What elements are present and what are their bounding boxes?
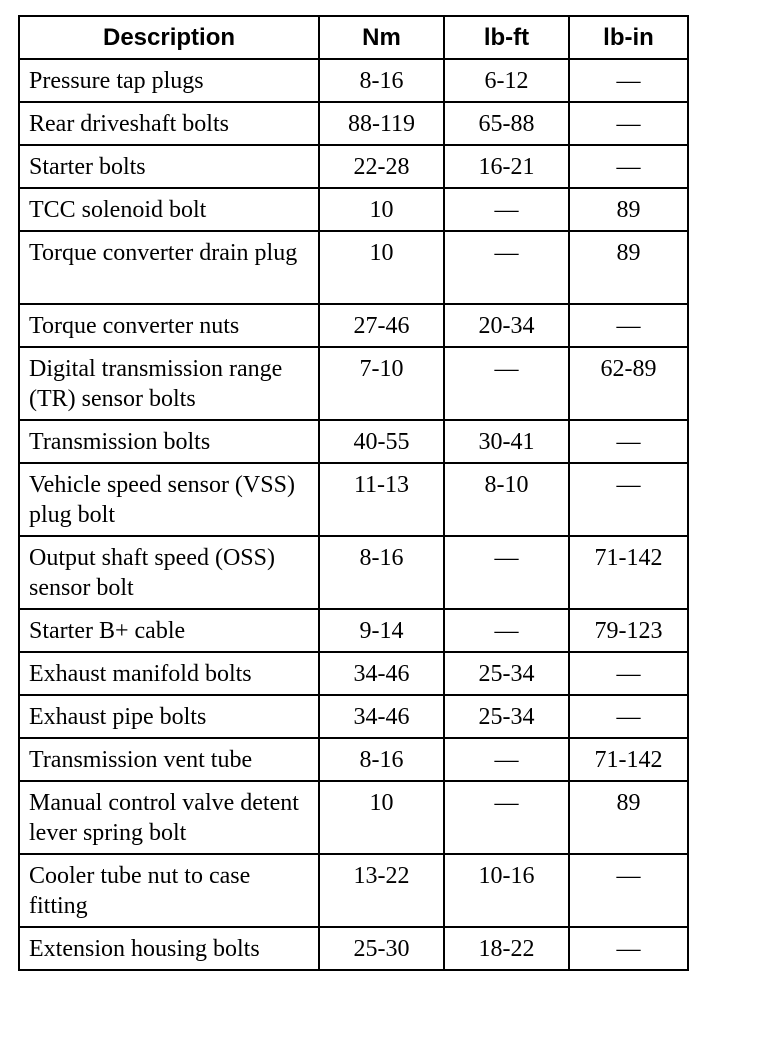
lb-in-cell: 62-89 bbox=[569, 347, 688, 420]
table-row bbox=[19, 304, 688, 347]
nm-cell: 10 bbox=[319, 188, 444, 231]
lb-ft-cell: 10-16 bbox=[444, 854, 569, 927]
column-header-nm: Nm bbox=[319, 16, 444, 59]
nm-cell: 8-16 bbox=[319, 59, 444, 102]
nm-cell: 34-46 bbox=[319, 652, 444, 695]
column-header-lb-ft: lb-ft bbox=[444, 16, 569, 59]
description-cell: Rear driveshaft bolts bbox=[19, 102, 319, 145]
column-header-lb-in: lb-in bbox=[569, 16, 688, 59]
lb-in-cell: 89 bbox=[569, 231, 688, 304]
lb-ft-cell: 6-12 bbox=[444, 59, 569, 102]
nm-cell: 9-14 bbox=[319, 609, 444, 652]
table-row bbox=[19, 145, 688, 188]
lb-ft-cell: 16-21 bbox=[444, 145, 569, 188]
nm-cell: 11-13 bbox=[319, 463, 444, 536]
lb-ft-cell: — bbox=[444, 231, 569, 304]
nm-cell: 8-16 bbox=[319, 536, 444, 609]
description-cell: Torque converter nuts bbox=[19, 304, 319, 347]
lb-in-cell: — bbox=[569, 304, 688, 347]
table-row bbox=[19, 347, 688, 420]
table-row bbox=[19, 927, 688, 970]
table-row bbox=[19, 781, 688, 854]
lb-in-cell: — bbox=[569, 652, 688, 695]
nm-cell: 40-55 bbox=[319, 420, 444, 463]
nm-cell: 13-22 bbox=[319, 854, 444, 927]
table-row bbox=[19, 59, 688, 102]
table-row bbox=[19, 609, 688, 652]
description-cell: TCC solenoid bolt bbox=[19, 188, 319, 231]
description-cell: Pressure tap plugs bbox=[19, 59, 319, 102]
lb-in-cell: 89 bbox=[569, 781, 688, 854]
description-cell: Starter B+ cable bbox=[19, 609, 319, 652]
description-cell: Cooler tube nut to case fitting bbox=[19, 854, 319, 927]
lb-ft-cell: 18-22 bbox=[444, 927, 569, 970]
description-cell: Transmission vent tube bbox=[19, 738, 319, 781]
lb-in-cell: 71-142 bbox=[569, 738, 688, 781]
nm-cell: 34-46 bbox=[319, 695, 444, 738]
lb-in-cell: 71-142 bbox=[569, 536, 688, 609]
lb-in-cell: — bbox=[569, 695, 688, 738]
lb-ft-cell: — bbox=[444, 781, 569, 854]
lb-in-cell: — bbox=[569, 854, 688, 927]
table-row bbox=[19, 102, 688, 145]
nm-cell: 10 bbox=[319, 231, 444, 304]
description-cell: Exhaust pipe bolts bbox=[19, 695, 319, 738]
torque-spec-table bbox=[18, 15, 689, 971]
description-cell: Output shaft speed (OSS) sensor bolt bbox=[19, 536, 319, 609]
nm-cell: 22-28 bbox=[319, 145, 444, 188]
lb-in-cell: — bbox=[569, 102, 688, 145]
nm-cell: 25-30 bbox=[319, 927, 444, 970]
table-row bbox=[19, 536, 688, 609]
description-cell: Torque converter drain plug bbox=[19, 231, 319, 304]
table-row bbox=[19, 463, 688, 536]
lb-ft-cell: 25-34 bbox=[444, 652, 569, 695]
lb-ft-cell: 25-34 bbox=[444, 695, 569, 738]
lb-in-cell: — bbox=[569, 420, 688, 463]
table-row bbox=[19, 695, 688, 738]
description-cell: Digital transmission range (TR) sensor bolts bbox=[19, 347, 319, 420]
lb-ft-cell: — bbox=[444, 536, 569, 609]
description-cell: Extension housing bolts bbox=[19, 927, 319, 970]
lb-in-cell: — bbox=[569, 145, 688, 188]
nm-cell: 7-10 bbox=[319, 347, 444, 420]
table-header-row bbox=[19, 16, 688, 59]
table-row bbox=[19, 854, 688, 927]
table-row bbox=[19, 231, 688, 304]
column-header-description: Description bbox=[19, 16, 319, 59]
lb-ft-cell: 65-88 bbox=[444, 102, 569, 145]
lb-ft-cell: — bbox=[444, 188, 569, 231]
description-cell: Transmission bolts bbox=[19, 420, 319, 463]
lb-ft-cell: — bbox=[444, 738, 569, 781]
lb-ft-cell: 20-34 bbox=[444, 304, 569, 347]
lb-ft-cell: — bbox=[444, 609, 569, 652]
description-cell: Vehicle speed sensor (VSS) plug bolt bbox=[19, 463, 319, 536]
description-cell: Starter bolts bbox=[19, 145, 319, 188]
description-cell: Exhaust manifold bolts bbox=[19, 652, 319, 695]
table-row bbox=[19, 738, 688, 781]
table-row bbox=[19, 652, 688, 695]
nm-cell: 88-119 bbox=[319, 102, 444, 145]
nm-cell: 27-46 bbox=[319, 304, 444, 347]
table-row bbox=[19, 420, 688, 463]
lb-in-cell: — bbox=[569, 59, 688, 102]
description-cell: Manual control valve detent lever spring bolt bbox=[19, 781, 319, 854]
lb-in-cell: — bbox=[569, 463, 688, 536]
lb-in-cell: — bbox=[569, 927, 688, 970]
nm-cell: 8-16 bbox=[319, 738, 444, 781]
lb-ft-cell: 8-10 bbox=[444, 463, 569, 536]
table-row bbox=[19, 188, 688, 231]
lb-ft-cell: — bbox=[444, 347, 569, 420]
lb-in-cell: 89 bbox=[569, 188, 688, 231]
lb-in-cell: 79-123 bbox=[569, 609, 688, 652]
nm-cell: 10 bbox=[319, 781, 444, 854]
lb-ft-cell: 30-41 bbox=[444, 420, 569, 463]
